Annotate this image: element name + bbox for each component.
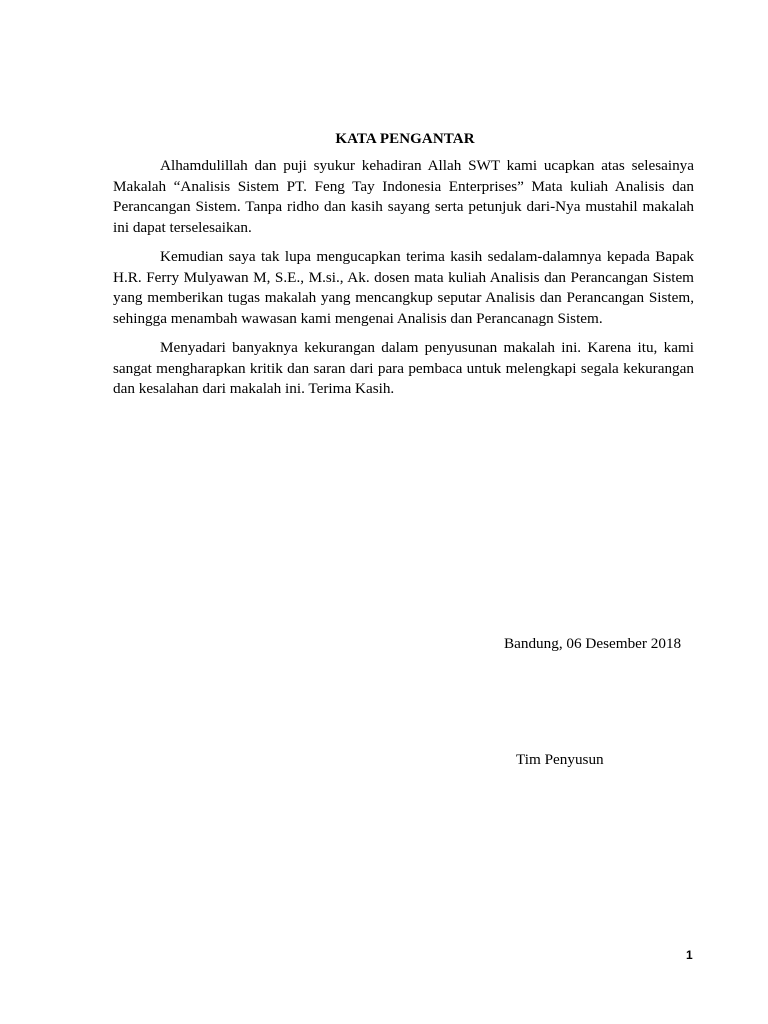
paragraph-3: Menyadari banyaknya kekurangan dalam penyusunan makalah ini. Karena itu, kami sangat mengharapkan kritik dan saran dari para pembaca untuk melengkapi segala kekurangan dan kesalahan dari makalah ini. Terima Kasih. <box>113 339 694 397</box>
paragraph-2: Kemudian saya tak lupa mengucapkan terima kasih sedalam-dalamnya kepada Bapak H.R. Ferry Mulyawan M, S.E., M.si., Ak. dosen mata kuliah Analisis dan Perancangan Sistem yang memberikan tugas makalah yang mencangkup seputar Analisis dan Perancangan Sistem, sehingga menambah wawasan kami mengenai Analisis dan Perancanagn Sistem. <box>113 248 694 327</box>
place-date: Bandung, 06 Desember 2018 <box>504 635 682 652</box>
page-number: 1 <box>686 948 693 962</box>
body-text <box>113 156 694 409</box>
page-title: KATA PENGANTAR <box>335 131 475 147</box>
author-name: Tim Penyusun <box>516 751 604 768</box>
paragraph-1: Alhamdulillah dan puji syukur kehadiran Allah SWT kami ucapkan atas selesainya Makalah “Analisis Sistem PT. Feng Tay Indonesia Enterprises” Mata kuliah Analisis dan Perancangan Sistem. Tanpa ridho dan kasih sayang serta petunjuk dari-Nya mustahil makalah ini dapat terselesaikan. <box>113 157 694 236</box>
